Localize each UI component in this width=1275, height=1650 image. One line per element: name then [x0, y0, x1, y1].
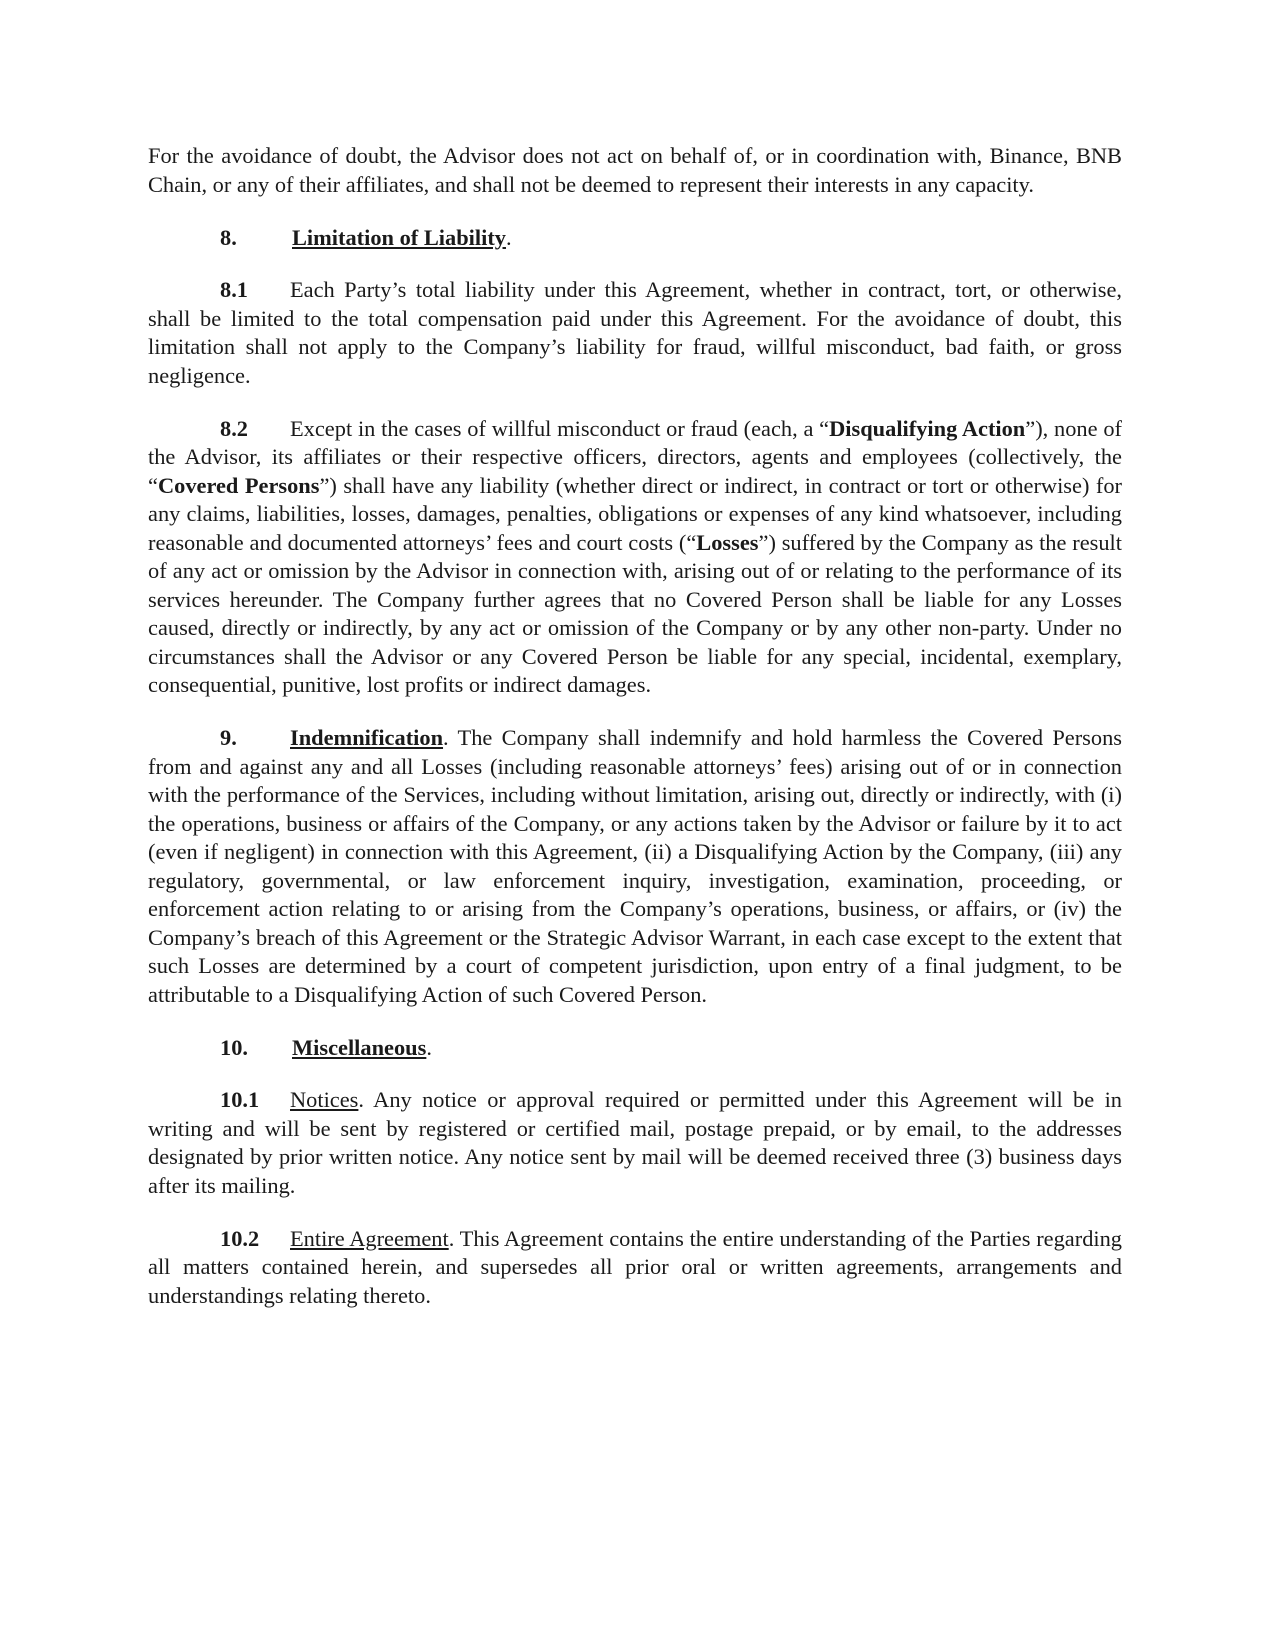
section-9-paragraph: 9. Indemnification. The Company shall indemnify and hold harmless the Covered Persons from and against any and all Losses (including reasonable attorneys’ fees) arising out of or in connection with the performance of the Services, including without limitation, arising out, directly or indirectly, with (i) the operations, business or affairs of the Company, or any actions taken by the Advisor or failure by it to act (even if negligent) in connection with this Agreement, (ii) a Disqualifying Action by the Company, (iii) any regulatory, governmental, or law enforcement inquiry, investigation, examination, proceeding, or enforcement action relating to or arising from the Company’s operations, business, or affairs, or (iv) the Company’s breach of this Agreement or the Strategic Advisor Warrant, in each case except to the extent that such Losses are determined by a court of competent jurisdiction, upon entry of a final judgment, to be attributable to a Disqualifying Action of such Covered Person. [148, 725, 1122, 1007]
paragraph-text: ”) suffered by the Company as the result of any act or omission by the Advisor in connection with, arising out of or relating to the performance of its services hereunder. The Company further agrees that no Covered Person shall be liable for any Losses caused, directly or indirectly, by any act or omission of the Company or by any other non-party. Under no circumstances shall the Advisor or any Covered Person be liable for any special, incidental, exemplary, consequential, punitive, lost profits or indirect damages. [148, 529, 1122, 697]
paragraph-8-1 [148, 276, 1122, 390]
defined-term-losses: Losses [696, 529, 759, 555]
paragraph-number: 10.1 [220, 1087, 260, 1112]
paragraph-text: Except in the cases of willful misconduct or fraud (each, a “ [290, 415, 830, 441]
paragraph-text: Any notice or approval required or permitted under this Agreement will be in writing and will be sent by registered or certified mail, postage prepaid, or by email, to the addresses designated by prior written notice. Any notice sent by mail will be deemed received three (3) business days after its mailing. [148, 1087, 1122, 1198]
section-number: 9. [220, 725, 237, 750]
section-title: Indemnification [290, 725, 444, 750]
intro-paragraph: For the avoidance of doubt, the Advisor does not act on behalf of, or in coordination with, Binance, BNB Chain, or any of their affiliates, and shall not be deemed to represent their interests in any capacity. [148, 143, 1122, 197]
paragraph-number: 10.2 [220, 1225, 260, 1251]
defined-term-disqualifying-action: Disqualifying Action [829, 415, 1026, 441]
paragraph-label: Notices [290, 1087, 359, 1112]
paragraph-label: Entire Agreement [290, 1225, 449, 1251]
paragraph-text: Each Party’s total liability under this Agreement, whether in contract, tort, or otherwise, shall be limited to the total compensation paid under this Agreement. For the avoidance of doubt, this limitation shall not apply to the Company’s liability for fraud, willful misconduct, bad faith, or gross negligence. [148, 277, 1122, 388]
section-number: 8. [220, 224, 237, 250]
paragraph-number: 8.2 [220, 415, 248, 441]
paragraph-10-1: 10.1 Notices. Any notice or approval required or permitted under this Agreement will be in writing and will be sent by registered or certified mail, postage prepaid, or by email, to the addresses designated by prior written notice. Any notice sent by mail will be deemed received three (3) business days after its mailing. [148, 1087, 1122, 1198]
paragraph-number: 8.1 [220, 277, 248, 302]
paragraph-text: ”) shall have any liability (whether direct or indirect, in contract or tort or otherwise) for any claims, liabilities, losses, damages, penalties, obligations or expenses of any kind whatsoever, including reasonable and documented attorneys’ fees and court costs (“ [148, 472, 1122, 555]
paragraph-text: The Company shall indemnify and hold harmless the Covered Persons from and against any and all Losses (including reasonable attorneys’ fees) arising out of or in connection with the performance of the Services, including without limitation, arising out, directly or indirectly, with (i) the operations, business or affairs of the Company, or any actions taken by the Advisor or failure by it to act (even if negligent) in connection with this Agreement, (ii) a Disqualifying Action by the Company, (iii) any regulatory, governmental, or law enforcement inquiry, investigation, examination, proceeding, or enforcement action relating to or arising from the Company’s operations, business, or affairs, or (iv) the Company’s breach of this Agreement or the Strategic Advisor Warrant, in each case except to the extent that such Losses are determined by a court of competent jurisdiction, upon entry of a final judgment, to be attributable to a Disqualifying Action of such Covered Person. [148, 725, 1122, 1007]
section-title: Miscellaneous [292, 1034, 427, 1060]
section-8-heading: 8. Limitation of Liability. [148, 224, 1122, 253]
paragraph-text: ”), none of the Advisor, its affiliates or their respective officers, directors, agents and employees (collectively, the “ [148, 415, 1122, 498]
paragraph-text: This Agreement contains the entire understanding of the Parties regarding all matters contained herein, and supersedes all prior oral or written agreements, arrangements and understandings relating thereto. [148, 1225, 1122, 1308]
section-10-heading: 10. Miscellaneous. [148, 1034, 1122, 1063]
paragraph-10-2: 10.2 Entire Agreement. This Agreement contains the entire understanding of the Parties regarding all matters contained herein, and supersedes all prior oral or written agreements, arrangements and understandings relating thereto. [148, 1225, 1122, 1308]
paragraph-8-2 [148, 415, 1122, 700]
section-title: Limitation of Liability [292, 224, 506, 250]
section-number: 10. [220, 1034, 248, 1060]
document-page [148, 142, 1122, 1335]
defined-term-covered-persons: Covered Persons [157, 472, 320, 498]
